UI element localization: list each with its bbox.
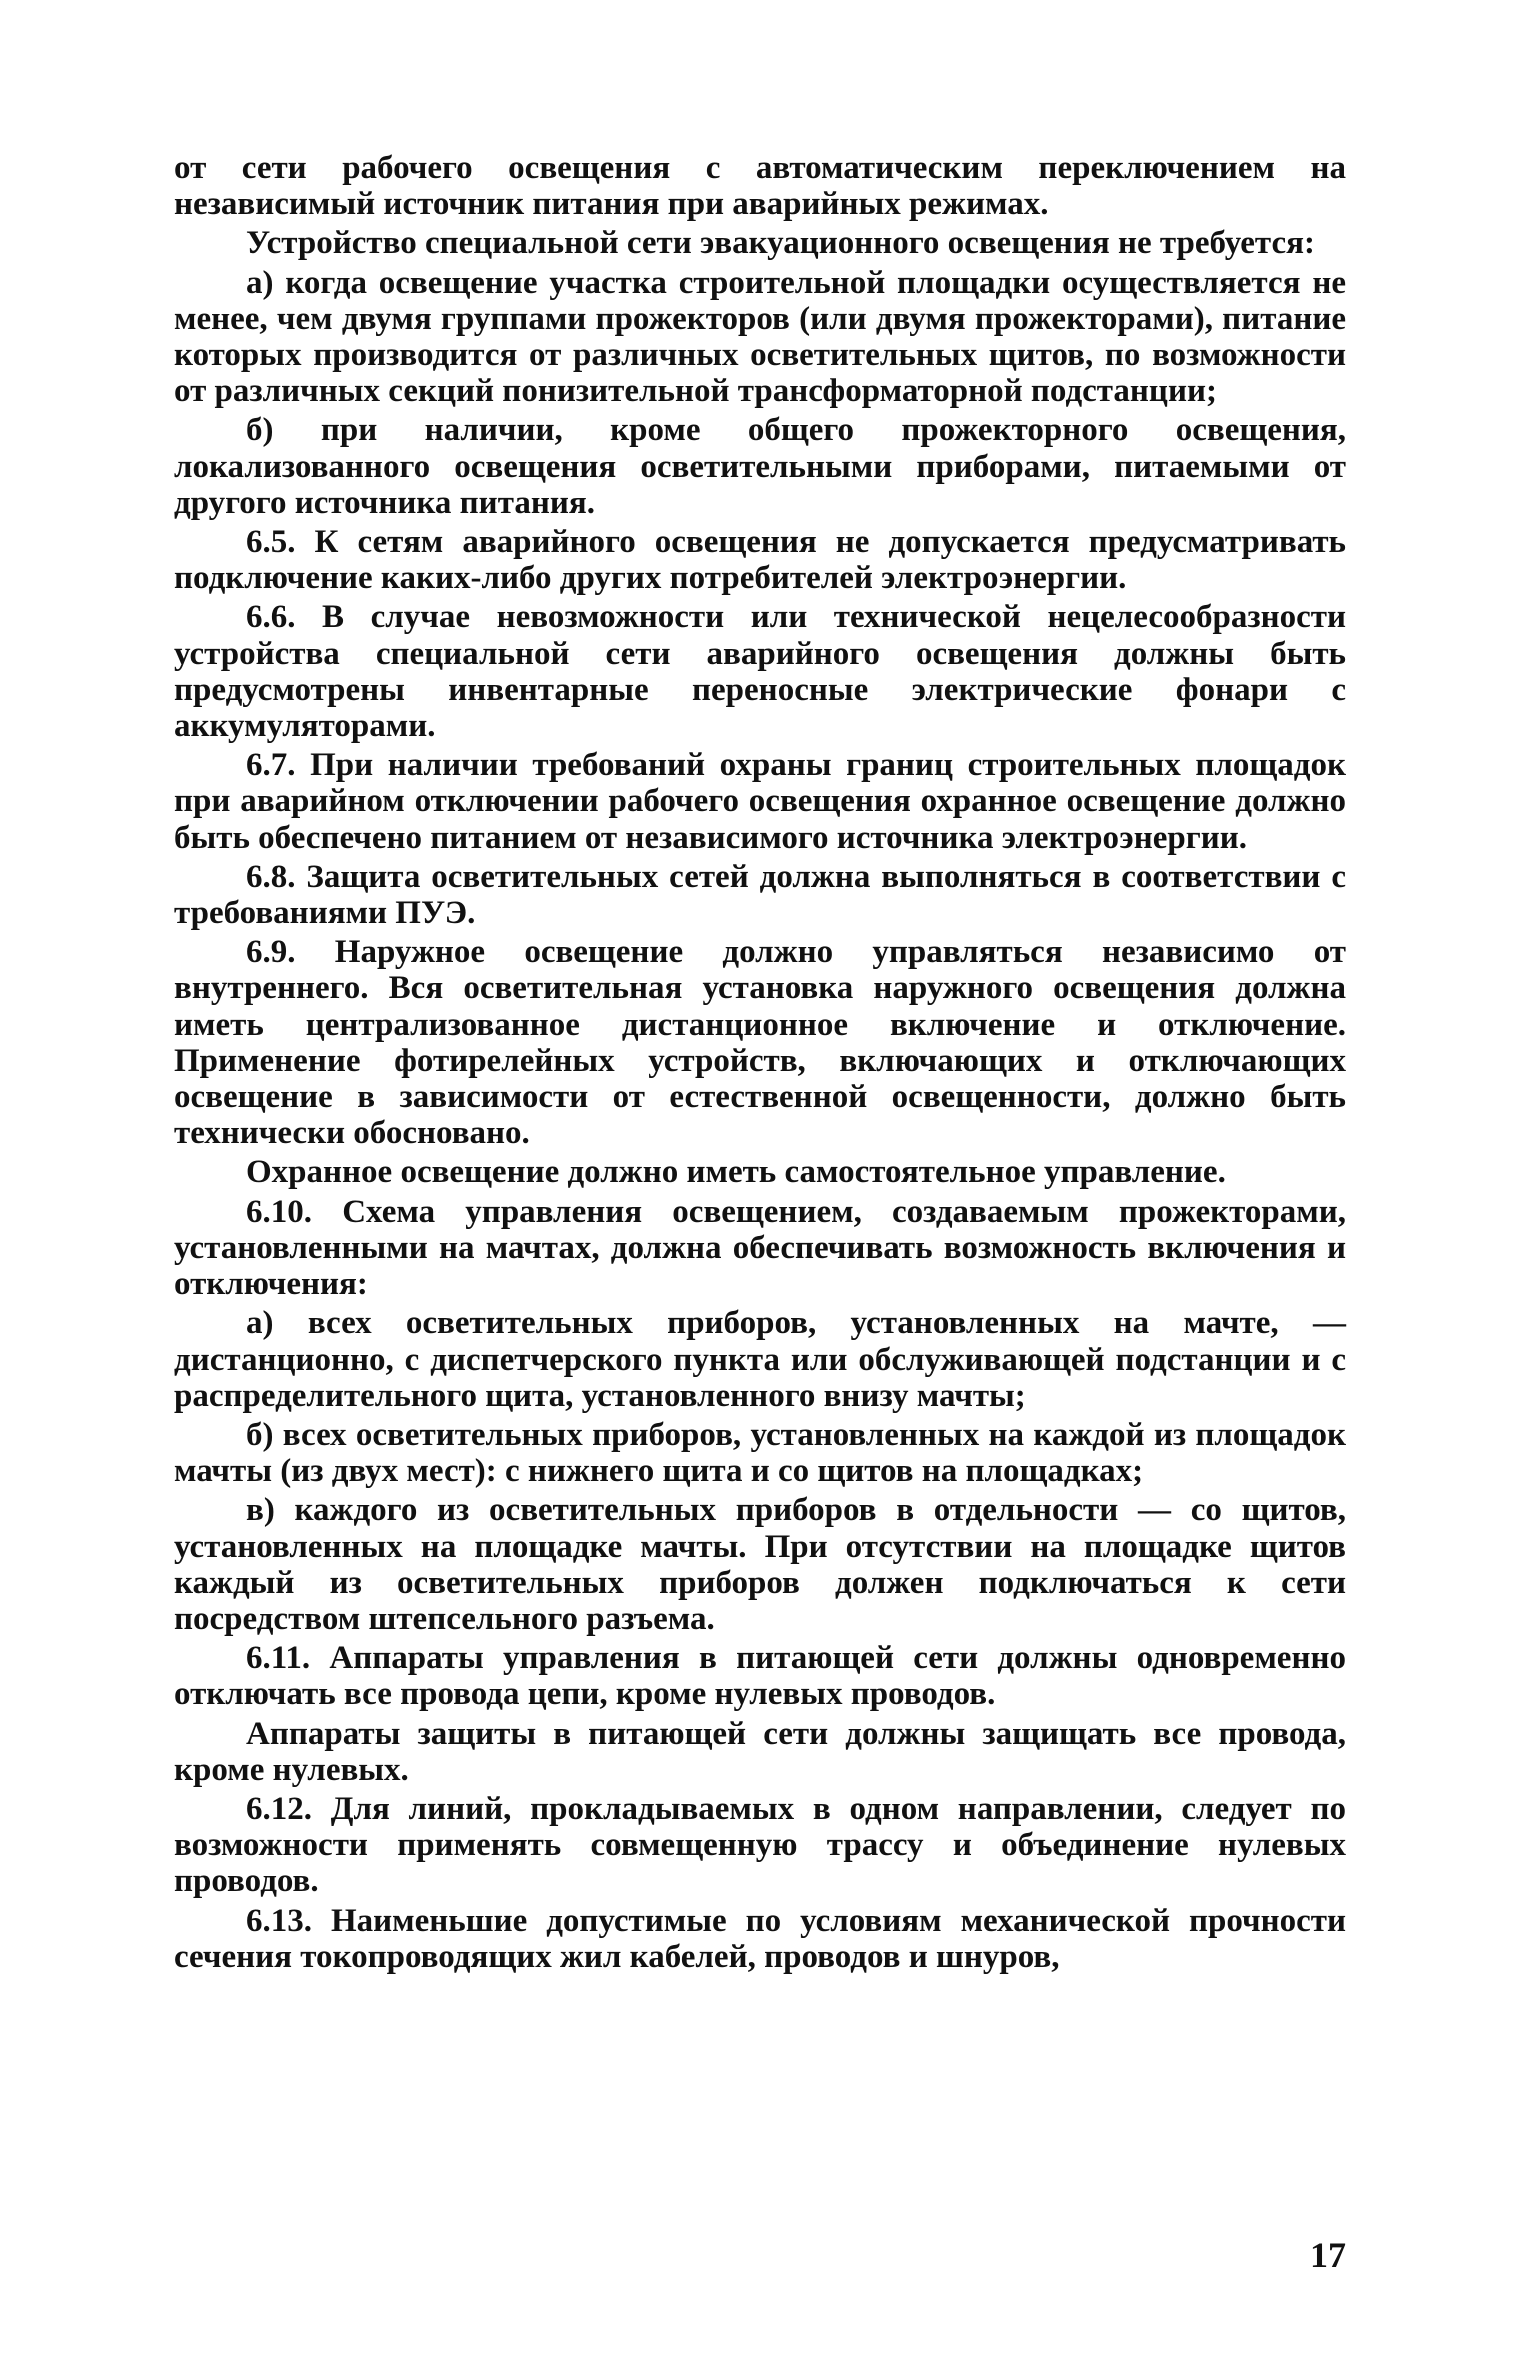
paragraph: б) всех осветительных приборов, установленных на каждой из площадок мачты (из двух мест): с нижнего щита и со щитов на площадках; xyxy=(174,1416,1346,1490)
paragraph: 6.12. Для линий, прокладываемых в одном направлении, следует по возможности применять совмещенную трассу и объединение нулевых проводов. xyxy=(174,1790,1346,1900)
paragraph: Охранное освещение должно иметь самостоятельное управление. xyxy=(246,1154,1226,1191)
paragraph: в) каждого из осветительных приборов в отдельности — со щитов, установленных на площадке мачты. При отсутствии на площадке щитов каждый из осветительных приборов должен подключаться к сети посредством штепсельного разъема. xyxy=(174,1492,1346,1637)
paragraph: 6.9. Наружное освещение должно управляться независимо от внутреннего. Вся осветительная установка наружного освещения должна иметь централизованное дистанционное включение и отключение. Применение фотирелейных устройств, включающих и отключающих освещение в зависимости от естественной освещенности, должно быть технически обосновано. xyxy=(174,934,1346,1152)
paragraph: а) когда освещение участка строительной площадки осуществляется не менее, чем двумя группами прожекторов (или двумя прожекторами), питание которых производится от различных осветительных щитов, по возможности от различных секций понизительной трансформаторной подстанции; xyxy=(174,264,1346,410)
paragraph: 6.13. Наименьшие допустимые по условиям механической прочности сечения токопроводящих жил кабелей, проводов и шнуров, xyxy=(174,1902,1346,1975)
paragraph: 6.7. При наличии требований охраны границ строительных площадок при аварийном отключении рабочего освещения охранное освещение должно быть обеспечено питанием от независимого источника электроэнергии. xyxy=(174,747,1346,856)
paragraph: а) всех осветительных приборов, установленных на мачте, — дистанционно, с диспетчерского пункта или обслуживающей подстанции и с распределительного щита, установленного внизу мачты; xyxy=(174,1305,1346,1414)
paragraph: 6.5. К сетям аварийного освещения не допускается предусматривать подключение каких-либо других потребителей электроэнергии. xyxy=(174,524,1346,597)
page-number: 17 xyxy=(1310,2235,1346,2275)
paragraph: б) при наличии, кроме общего прожекторного освещения, локализованного освещения осветительными приборами, питаемыми от другого источника питания. xyxy=(174,412,1346,521)
paragraph: 6.11. Аппараты управления в питающей сети должны одновременно отключать все провода цепи, кроме нулевых проводов. xyxy=(174,1640,1346,1713)
paragraph: от сети рабочего освещения с автоматическим переключением на независимый источник питания при аварийных режимах. xyxy=(174,150,1346,223)
paragraph: Устройство специальной сети эвакуационного освещения не требуется: xyxy=(246,225,1315,262)
paragraph: 6.8. Защита осветительных сетей должна выполняться в соответствии с требованиями ПУЭ. xyxy=(174,858,1346,932)
paragraph: 6.6. В случае невозможности или технической нецелесообразности устройства специальной сети аварийного освещения должны быть предусмотрены инвентарные переносные электрические фонари с аккумуляторами. xyxy=(174,599,1346,745)
document-page xyxy=(174,150,1346,1978)
paragraph: Аппараты защиты в питающей сети должны защищать все провода, кроме нулевых. xyxy=(174,1715,1346,1788)
paragraph: 6.10. Схема управления освещением, создаваемым прожекторами, установленными на мачтах, должна обеспечивать возможность включения и отключения: xyxy=(174,1193,1346,1303)
